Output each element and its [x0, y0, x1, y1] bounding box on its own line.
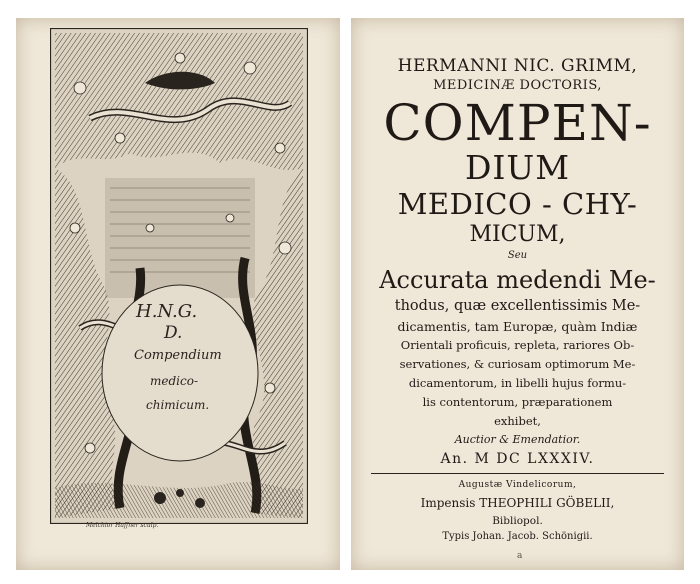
title-line-4: MICUM,: [469, 222, 566, 247]
frontispiece-chimicum: chimicum.: [146, 398, 210, 412]
frontispiece-page: [16, 18, 340, 570]
engraved-plate-illustration: [50, 28, 308, 524]
subtitle-line-2: thodus, quæ excellentissimis Me-: [394, 298, 641, 314]
subtitle-line-4: Orientali proficuis, repleta, rariores Ob-: [400, 338, 635, 352]
imprint-rule: [371, 473, 664, 474]
publication-year: An. M DC LXXXIV.: [440, 451, 595, 467]
subtitle-line-1: Accurata medendi Me-: [379, 266, 656, 294]
title-line-1: COMPEN-: [383, 94, 652, 152]
subtitle-line-7: lis contentorum, præparationem: [422, 395, 613, 409]
author-name: HERMANNI NIC. GRIMM,: [397, 56, 638, 76]
author-degree: MEDICINÆ DOCTORIS,: [433, 78, 602, 93]
subtitle-line-8: exhibet,: [494, 414, 541, 428]
imprint-bibliopol: Bibliopol.: [492, 515, 543, 527]
edition-note: Auctior & Emendatior.: [454, 433, 581, 446]
seu-word: Seu: [507, 250, 528, 261]
title-line-3: MEDICO - CHY-: [397, 187, 638, 221]
frontispiece-initials: H.N.G.: [136, 301, 198, 322]
frontispiece-medico: medico-: [150, 374, 198, 388]
imprint-publisher: Impensis THEOPHILI GÖBELII,: [420, 496, 615, 510]
subtitle-line-5: servationes, & curiosam optimorum Me-: [399, 357, 636, 371]
title-line-2: DIUM: [464, 148, 571, 187]
title-page: [351, 18, 684, 570]
signature-mark: a: [517, 551, 523, 561]
frontispiece-compendium: Compendium: [134, 348, 222, 363]
engraver-signature: Melchior Haffner sculp.: [86, 522, 159, 529]
subtitle-line-3: dicamentis, tam Europæ, quàm Indiæ: [397, 319, 638, 334]
imprint-place: Augustæ Vindelicorum,: [458, 480, 577, 490]
imprint-printer: Typis Johan. Jacob. Schönigii.: [442, 531, 593, 542]
frontispiece-d: D.: [164, 323, 183, 343]
subtitle-line-6: dicamentorum, in libelli hujus formu-: [408, 376, 627, 390]
